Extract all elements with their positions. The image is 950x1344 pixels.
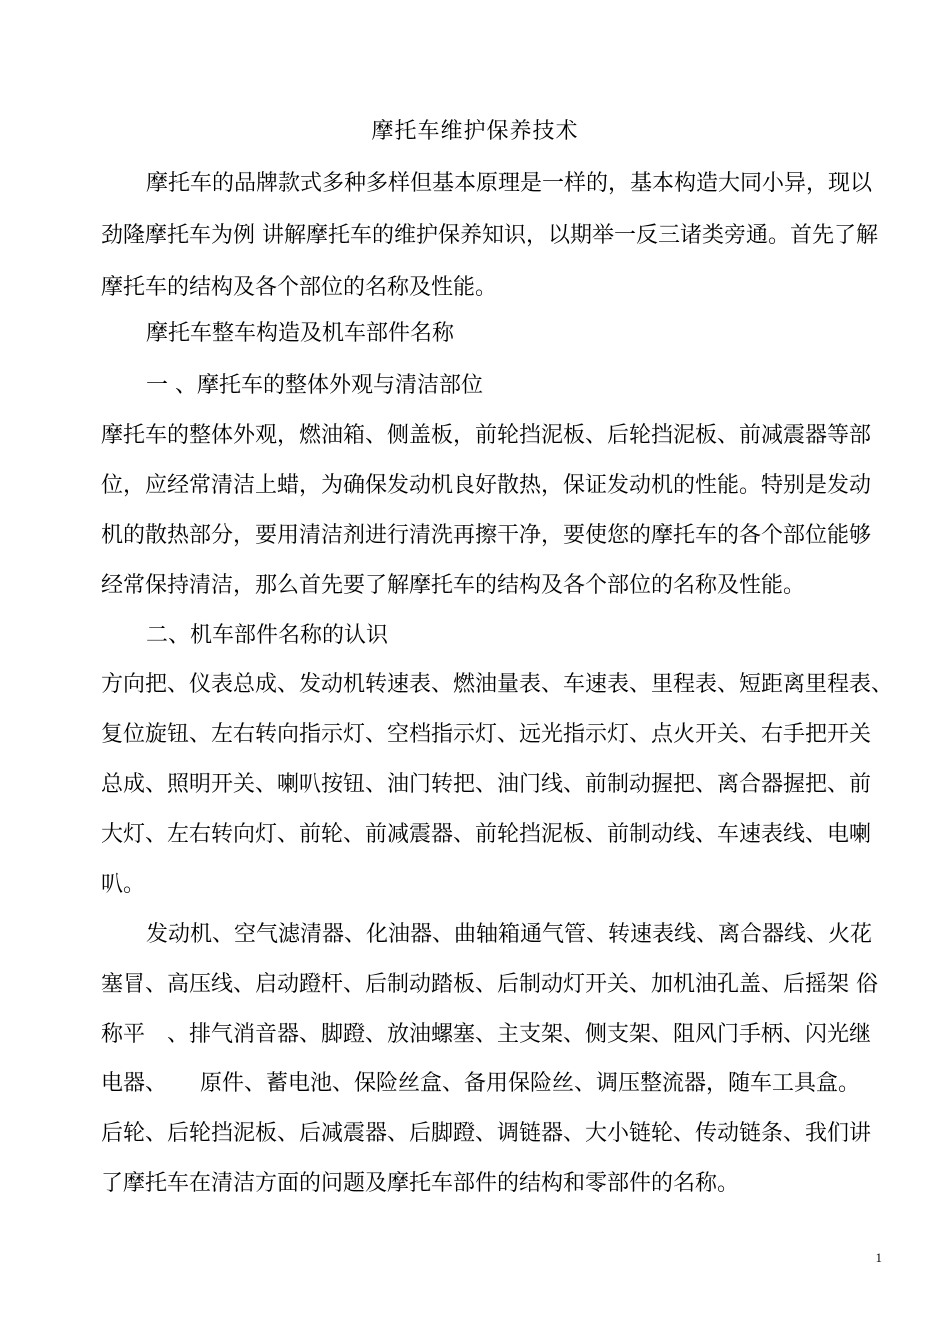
engine-parts-line-4: 电器、 原件、蓄电池、保险丝盒、备用保险丝、调压整流器，随车工具盒。 bbox=[101, 1071, 861, 1096]
paragraph-1-line-1: 摩托车的品牌款式多种多样但基本原理是一样的，基本构造大同小异，现以 bbox=[146, 171, 873, 196]
engine-parts-line-3: 称平 、排气消音器、脚蹬、放油螺塞、主支架、侧支架、阻风门手柄、闪光继 bbox=[101, 1022, 872, 1047]
paragraph-1-line-2: 劲隆摩托车为例 讲解摩托车的维护保养知识，以期举一反三诸类旁通。首先了解 bbox=[101, 223, 878, 248]
parts-list-line-5: 叭。 bbox=[101, 872, 146, 897]
paragraph-2-line-2: 位，应经常清洁上蜡，为确保发动机良好散热，保证发动机的性能。特别是发动 bbox=[101, 473, 872, 498]
engine-parts-line-1: 发动机、空气滤清器、化油器、曲轴箱通气管、转速表线、离合器线、火花 bbox=[146, 922, 873, 947]
paragraph-2-line-4: 经常保持清洁，那么首先要了解摩托车的结构及各个部位的名称及性能。 bbox=[101, 573, 806, 598]
page-number: 1 bbox=[875, 1250, 882, 1265]
paragraph-1-line-3: 摩托车的结构及各个部位的名称及性能。 bbox=[101, 275, 498, 300]
parts-list-line-3: 总成、照明开关、喇叭按钮、油门转把、油门线、前制动握把、离合器握把、前 bbox=[101, 772, 872, 797]
engine-parts-line-2: 塞冒、高压线、启动蹬杆、后制动踏板、后制动灯开关、加机油孔盖、后摇架 俗 bbox=[101, 972, 878, 997]
parts-list-line-1: 方向把、仪表总成、发动机转速表、燃油量表、车速表、里程表、短距离里程表、 bbox=[101, 672, 894, 697]
paragraph-2-line-1: 摩托车的整体外观，燃油箱、侧盖板，前轮挡泥板、后轮挡泥板、前减震器等部 bbox=[101, 423, 872, 448]
subheading-1: 一 、摩托车的整体外观与清洁部位 bbox=[146, 373, 483, 398]
rear-parts-line-2: 了摩托车在清洁方面的问题及摩托车部件的结构和零部件的名称。 bbox=[101, 1171, 740, 1196]
section-heading: 摩托车整车构造及机车部件名称 bbox=[146, 321, 455, 346]
subheading-2: 二、机车部件名称的认识 bbox=[146, 623, 389, 648]
rear-parts-line-1: 后轮、后轮挡泥板、后减震器、后脚蹬、调链器、大小链轮、传动链条、我们讲 bbox=[101, 1121, 872, 1146]
parts-list-line-2: 复位旋钮、左右转向指示灯、空档指示灯、远光指示灯、点火开关、右手把开关 bbox=[101, 722, 872, 747]
paragraph-2-line-3: 机的散热部分，要用清洁剂进行清洗再擦干净，要使您的摩托车的各个部位能够 bbox=[101, 523, 872, 548]
parts-list-line-4: 大灯、左右转向灯、前轮、前减震器、前轮挡泥板、前制动线、车速表线、电喇 bbox=[101, 822, 872, 847]
document-title: 摩托车维护保养技术 bbox=[371, 119, 579, 144]
